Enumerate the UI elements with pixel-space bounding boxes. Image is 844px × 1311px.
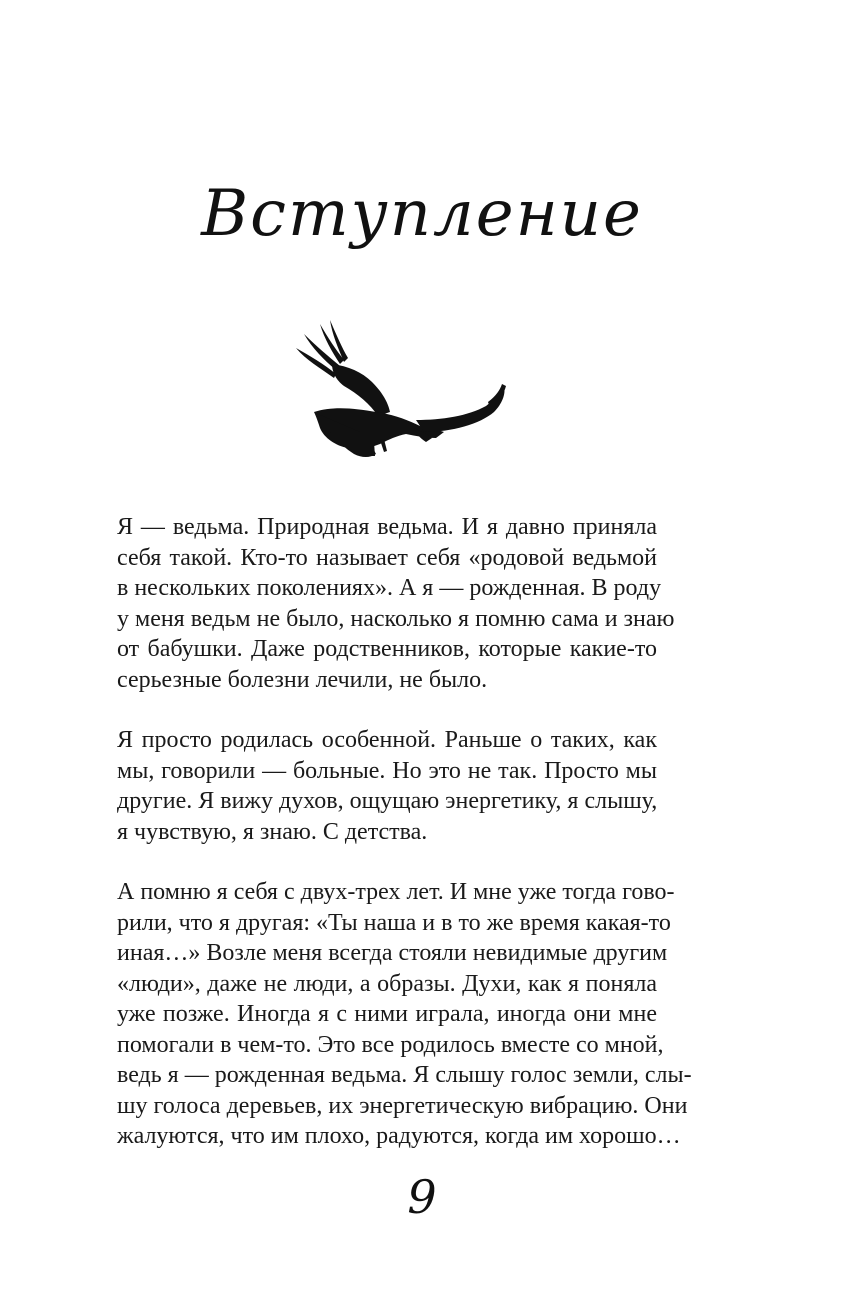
chapter-title: Вступление: [201, 177, 643, 251]
text-line: жалуются, что им плохо, радуются, когда им хорошо…: [117, 1123, 681, 1149]
text-line: шу голоса деревьев, их энергетическую вибрацию. Они: [117, 1092, 688, 1119]
text-line: у меня ведьм не было, насколько я помню сама и знаю: [117, 605, 675, 632]
text-line: рили, что я другая: «Ты наша и в то же время какая-то: [117, 909, 671, 936]
text-line: мы, говорили — больные. Но это не так. Просто мы: [117, 757, 657, 784]
text-line: я чувствую, я знаю. С детства.: [117, 818, 428, 845]
paragraph: [117, 877, 692, 1152]
body-text: [117, 512, 692, 1182]
text-line: ведь я — рожденная ведьма. Я слышу голос земли, слы-: [117, 1062, 692, 1088]
text-line: уже позже. Иногда я с ними играла, иногда они мне: [117, 1001, 657, 1027]
text-line: «люди», даже не люди, а образы. Духи, как я поняла: [117, 970, 657, 997]
paragraph: [117, 512, 675, 695]
text-line: в нескольких поколениях». А я — рожденная. В роду: [117, 575, 662, 601]
paragraph: [117, 725, 657, 847]
text-line: Я — ведьма. Природная ведьма. И я давно приняла: [117, 514, 657, 540]
text-line: другие. Я вижу духов, ощущаю энергетику, я слышу,: [117, 788, 658, 814]
text-line: иная…» Возле меня всегда стояли невидимые другим: [117, 940, 668, 966]
text-line: серьезные болезни лечили, не было.: [117, 666, 488, 693]
text-line: Я просто родилась особенной. Раньше о таких, как: [117, 727, 657, 753]
page-number: 9: [407, 1170, 437, 1224]
text-line: себя такой. Кто-то называет себя «родовой ведьмой: [117, 544, 657, 571]
text-line: от бабушки. Даже родственников, которые какие-то: [117, 636, 657, 662]
text-line: А помню я себя с двух-трех лет. И мне уже тогда гово-: [117, 879, 675, 905]
text-line: помогали в чем-то. Это все родилось вместе со мной,: [117, 1031, 664, 1058]
raven-icon: [292, 316, 508, 462]
